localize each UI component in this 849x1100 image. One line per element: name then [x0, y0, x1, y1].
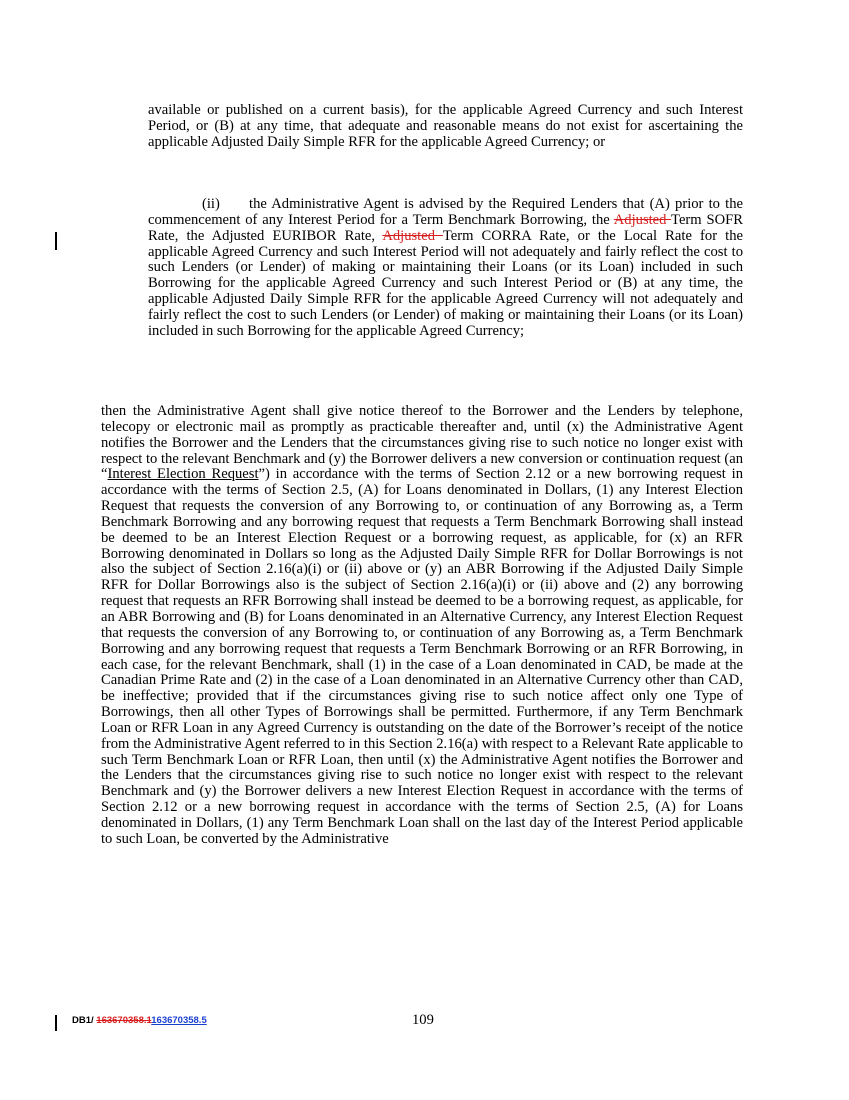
change-bar-top [55, 232, 57, 250]
deleted-text: Adjusted [613, 211, 672, 228]
paragraph-clause-ii [148, 197, 743, 340]
paragraph-continuation: available or published on a current basis), for the applicable Agreed Currency and such Interest Period, or (B) at any time, that adequate and reasonable means do not exist for ascertaining the applicable Adjusted Daily Simple RFR for the applicable Agreed Currency; or [148, 102, 743, 150]
main-text-a: then the Administrative Agent shall give notice thereof to the Borrower and the Lenders by telephone, telecopy or electronic mail as promptly as practicable thereafter and, until (x) the Administrative Agent notifies the Borrower and the Lenders that the circumstances giving rise to such notice no longer exist with respect to the relevant Benchmark and (y) the Borrower delivers a new conversion or continuation request (an “ [101, 403, 743, 483]
clause-ii-text-b: Term SOFR Rate, the Adjusted EURIBOR Rate, [148, 211, 743, 244]
page-number: 109 [412, 1012, 434, 1028]
footer-new-id: 163670358.5 [151, 1015, 207, 1026]
change-bar-footer [55, 1015, 57, 1031]
footer-prefix: DB1/ [72, 1015, 97, 1026]
deleted-text: Adjusted [382, 227, 443, 244]
footer-old-id: 163670358.1 [96, 1015, 152, 1026]
clause-ii-text-c: Term CORRA Rate, or the Local Rate for the applicable Agreed Currency and such Interest Period will not adequately and fairly reflect the cost to such Lenders (or Lender) of making or maintaining their Loans (or its Loan) included in such Borrowing for the applicable Agreed Currency and such Interest Period or (B) at any time, the applicable Adjusted Daily Simple RFR for the applicable Agreed Currency will not adequately and fairly reflect the cost to such Lenders (or Lender) of making or maintaining their Loans (or its Loan) included in such Borrowing for the applicable Agreed Currency; [148, 227, 743, 339]
document-id-footer [72, 1015, 207, 1026]
clause-ii-text-a: (ii) the Administrative Agent is advised by the Required Lenders that (A) prior to the commencement of any Interest Period for a Term Benchmark Borrowing, the [148, 196, 743, 228]
defined-term: Interest Election Request [107, 466, 259, 483]
main-text-b: ”) in accordance with the terms of Section 2.12 or a new borrowing request in accordance with the terms of Section 2.5, (A) for Loans denominated in Dollars, (1) any Interest Election Request that requests the conversion of any Borrowing to, or continuation of any Borrowing as, a Term Benchmark Borrowing and any borrowing request that requests a Term Benchmark Borrowing shall instead be deemed to be an Interest Election Request or a borrowing request, as applicable, for (x) an RFR Borrowing denominated in Dollars so long as the Adjusted Daily Simple RFR for Dollar Borrowings is not also the subject of Section 2.16(a)(i) or (ii) above or (y) an ABR Borrowing if the Adjusted Daily Simple RFR for Dollar Borrowings also is the subject of Section 2.16(a)(i) or (ii) above and (2) any borrowing request that requests an RFR Borrowing shall instead be deemed to be a borrowing request, as applicable, for an ABR Borrowing and (B) for Loans denominated in an Alternative Currency, any Interest Election Request that requests the conversion of any Borrowing to, or continuation of any Borrowing as, a Term Benchmark Borrowing and any borrowing request that requests a Term Benchmark Borrowing or an RFR Borrowing, in each case, for the relevant Benchmark, shall (1) in the case of a Loan denominated in CAD, be made at the Canadian Prime Rate and (2) in the case of a Loan denominated in an Alternative Currency other than CAD, be ineffective; provided that if the circumstances giving rise to such notice affect only one Type of Borrowings, then all other Types of Borrowings shall be permitted. Furthermore, if any Term Benchmark Loan or RFR Loan in any Agreed Currency is outstanding on the date of the Borrower’s receipt of the notice from the Administrative Agent referred to in this Section 2.16(a) with respect to a Relevant Rate applicable to such Term Benchmark Loan or RFR Loan, then until (x) the Administrative Agent notifies the Borrower and the Lenders that the circumstances giving rise to such notice no longer exist with respect to the relevant Benchmark and (y) the Borrower delivers a new Interest Election Request in accordance with the terms of Section 2.12 or a new borrowing request in accordance with the terms of Section 2.5, (A) for Loans denominated in Dollars, (1) any Term Benchmark Loan shall on the last day of the Interest Period applicable to such Loan, be converted by the Administrative [101, 466, 743, 847]
paragraph-main [101, 404, 743, 848]
